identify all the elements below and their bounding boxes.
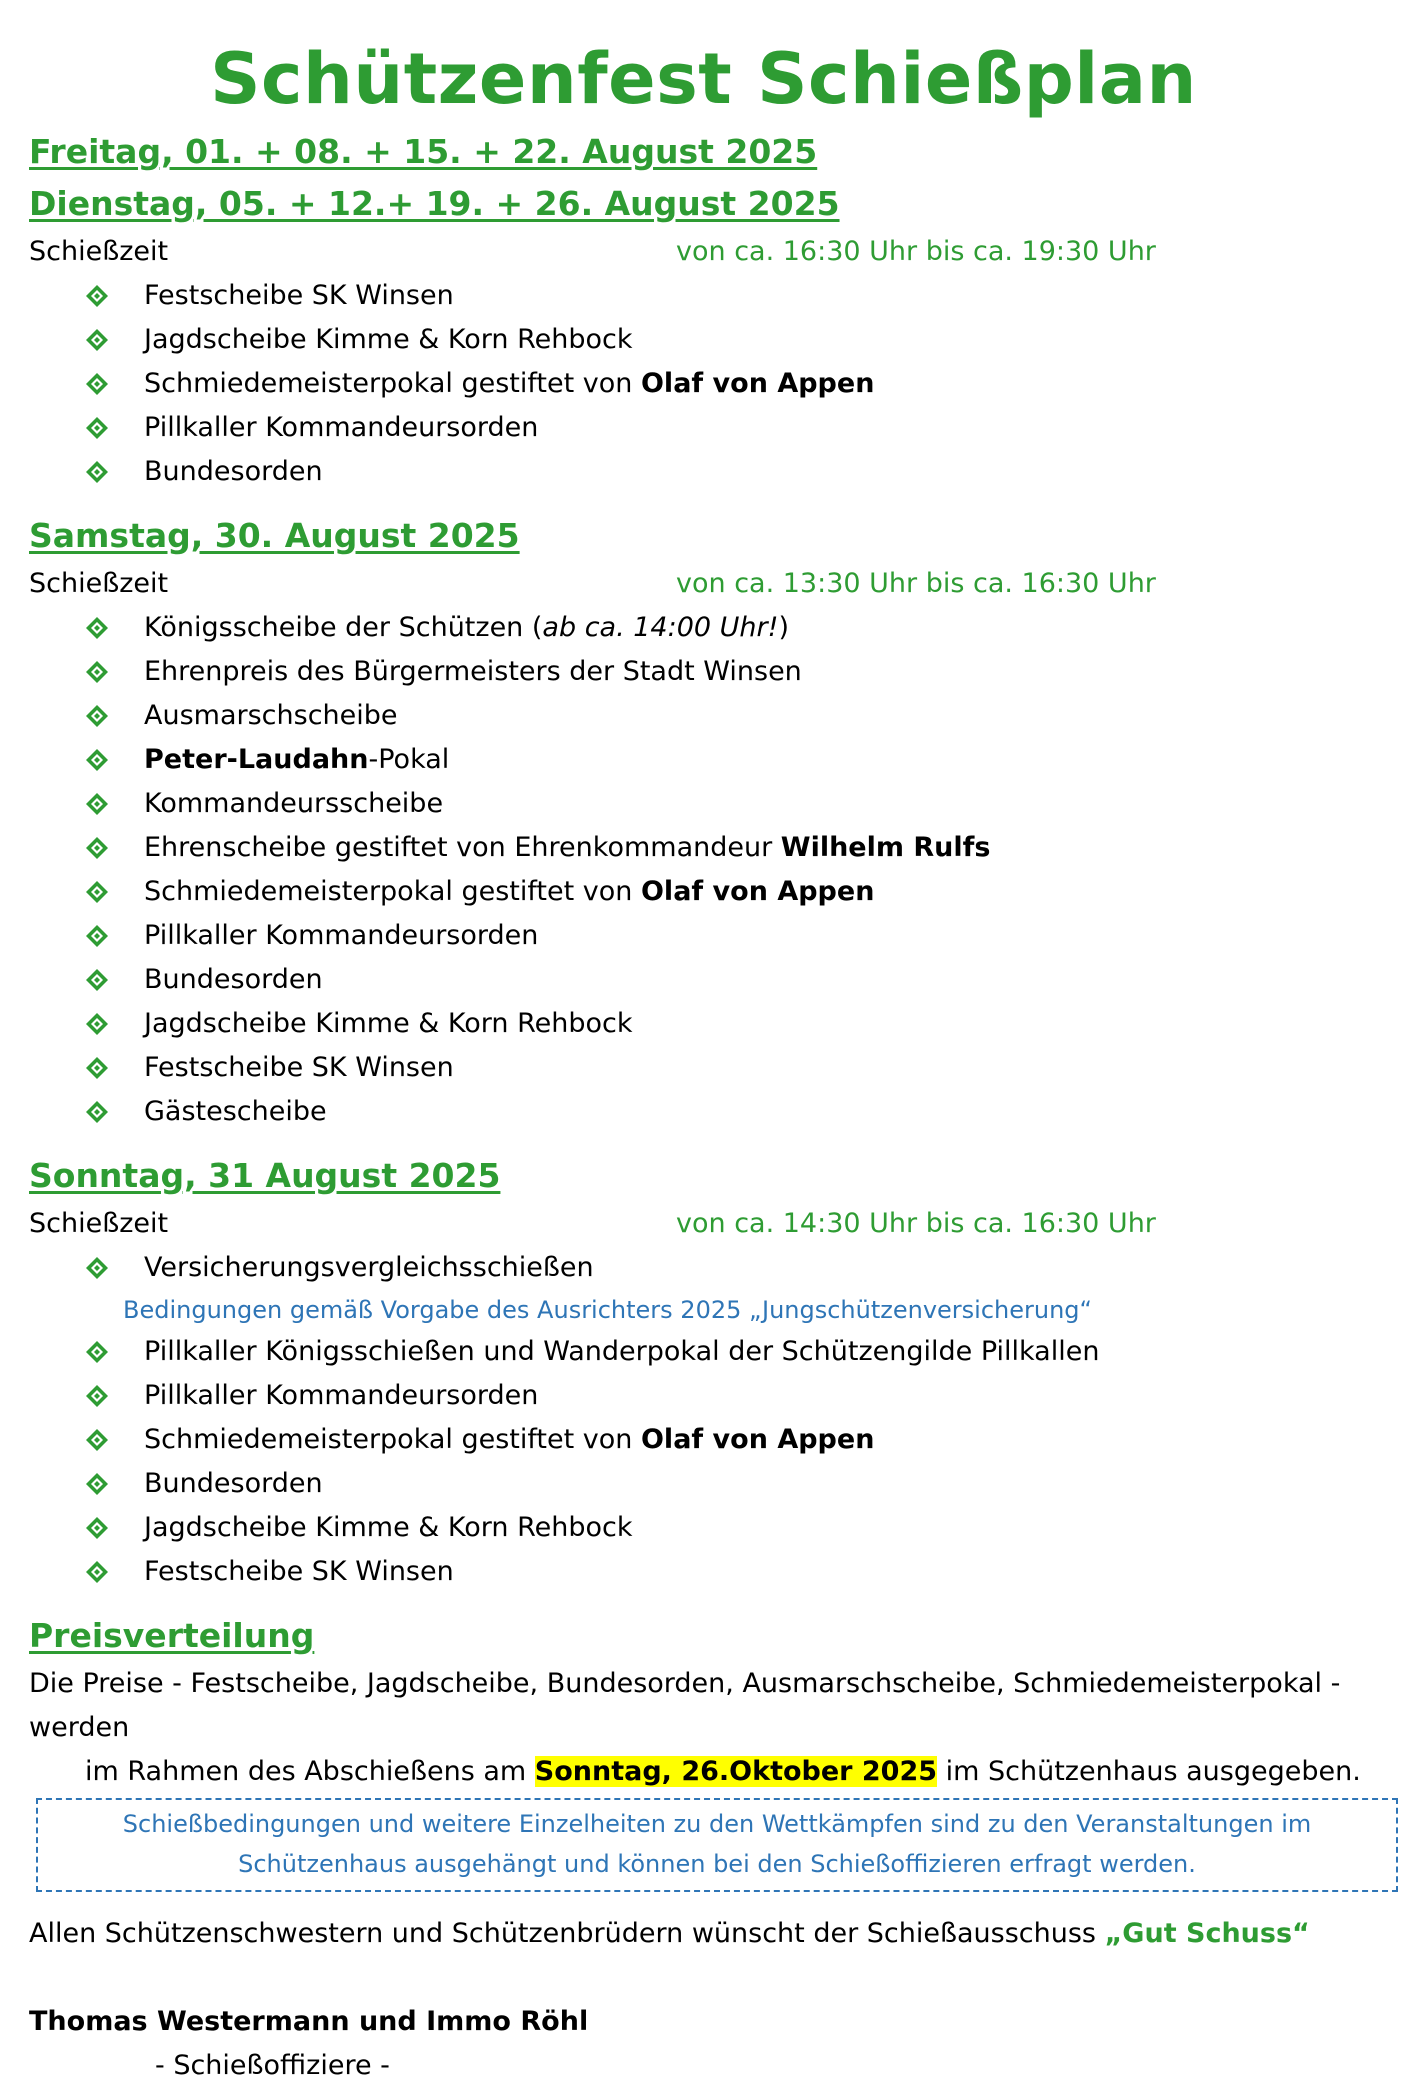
list-item: Peter-Laudahn-Pokal: [79, 738, 1378, 782]
heading-prize-giving: Preisverteilung: [29, 1616, 315, 1655]
list-item: Pillkaller Königsschießen und Wanderpokal der Schützengilde Pillkallen: [79, 1330, 1378, 1374]
section-sunday: [0, 1150, 1407, 1594]
page: [0, 36, 1407, 2084]
shooting-time-label: Schießzeit: [29, 568, 169, 599]
diamond-bullet-icon: [79, 460, 115, 484]
event-list: [29, 1246, 1378, 1290]
prize-line-2: im Rahmen des Abschießens am Sonntag, 26.Oktober 2025 im Schützenhaus ausgegeben.: [85, 1756, 1361, 1787]
list-item: Ehrenscheibe gestiftet von Ehrenkommandeur Wilhelm Rulfs: [79, 826, 1378, 870]
list-item: Ausmarschscheibe: [79, 694, 1378, 738]
info-box: [36, 1798, 1398, 1892]
diamond-bullet-icon: [79, 1472, 115, 1496]
list-item: Kommandeursscheibe: [79, 782, 1378, 826]
diamond-bullet-icon: [79, 284, 115, 308]
list-item: Bundesorden: [79, 1462, 1378, 1506]
event-list: [29, 1330, 1378, 1594]
diamond-bullet-icon: [79, 1012, 115, 1036]
diamond-bullet-icon: [79, 924, 115, 948]
info-box-line-1: Schießbedingungen und weitere Einzelheiten zu den Wettkämpfen sind zu den Veranstaltungen im: [122, 1810, 1312, 1838]
list-item: Ehrenpreis des Bürgermeisters der Stadt Winsen: [79, 650, 1378, 694]
diamond-bullet-icon: [79, 1340, 115, 1364]
diamond-bullet-icon: [79, 1056, 115, 1080]
info-box-line-2: Schützenhaus ausgehängt und können bei den Schießoffizieren erfragt werden.: [238, 1850, 1196, 1878]
heading-tuesday: Dienstag, 05. + 12.+ 19. + 26. August 2025: [29, 184, 840, 223]
diamond-bullet-icon: [79, 968, 115, 992]
insurance-note: Bedingungen gemäß Vorgabe des Ausrichters 2025 „Jungschützenversicherung“: [123, 1296, 1092, 1324]
diamond-bullet-icon: [79, 616, 115, 640]
signer-role: - Schießoffiziere -: [155, 2050, 390, 2081]
diamond-bullet-icon: [79, 1384, 115, 1408]
shooting-time-value: von ca. 16:30 Uhr bis ca. 19:30 Uhr: [676, 236, 1156, 267]
list-item: Pillkaller Kommandeursorden: [79, 406, 1378, 450]
list-item: Schmiedemeisterpokal gestiftet von Olaf von Appen: [79, 362, 1378, 406]
list-item: Versicherungsvergleichsschießen: [79, 1246, 1378, 1290]
diamond-bullet-icon: [79, 748, 115, 772]
diamond-bullet-icon: [79, 1428, 115, 1452]
list-item: Gästescheibe: [79, 1090, 1378, 1134]
diamond-bullet-icon: [79, 660, 115, 684]
section-saturday: [0, 510, 1407, 1134]
greeting: Allen Schützenschwestern und Schützenbrüdern wünscht der Schießausschuss „Gut Schuss“: [29, 1918, 1310, 1949]
diamond-bullet-icon: [79, 1560, 115, 1584]
list-item: Jagdscheibe Kimme & Korn Rehbock: [79, 1002, 1378, 1046]
shooting-time-row: [29, 230, 1378, 274]
prize-paragraph: [29, 1662, 1378, 1794]
list-item: Pillkaller Kommandeursorden: [79, 1374, 1378, 1418]
diamond-bullet-icon: [79, 1100, 115, 1124]
shooting-time-label: Schießzeit: [29, 1208, 169, 1239]
diamond-bullet-icon: [79, 1516, 115, 1540]
prize-date-highlight: Sonntag, 26.Oktober 2025: [534, 1756, 938, 1787]
diamond-bullet-icon: [79, 416, 115, 440]
diamond-bullet-icon: [79, 792, 115, 816]
diamond-bullet-icon: [79, 1256, 115, 1280]
event-list: [29, 606, 1378, 1134]
list-item: Bundesorden: [79, 450, 1378, 494]
list-item: Jagdscheibe Kimme & Korn Rehbock: [79, 1506, 1378, 1550]
list-item: Festscheibe SK Winsen: [79, 1550, 1378, 1594]
shooting-time-row: [29, 562, 1378, 606]
diamond-bullet-icon: [79, 704, 115, 728]
list-item: Festscheibe SK Winsen: [79, 1046, 1378, 1090]
diamond-bullet-icon: [79, 372, 115, 396]
list-item: Schmiedemeisterpokal gestiftet von Olaf von Appen: [79, 1418, 1378, 1462]
page-title: Schützenfest Schießplan: [210, 38, 1197, 120]
prize-line-1: Die Preise - Festscheibe, Jagdscheibe, Bundesorden, Ausmarschscheibe, Schmiedemeisterpokal - werden: [29, 1668, 1341, 1743]
section-closing: [0, 1912, 1407, 2088]
section-prize-giving: [0, 1610, 1407, 1794]
heading-friday: Freitag, 01. + 08. + 15. + 22. August 2025: [29, 132, 818, 171]
heading-saturday: Samstag, 30. August 2025: [29, 516, 520, 555]
section-weekdays: [0, 126, 1407, 494]
list-item: Schmiedemeisterpokal gestiftet von Olaf von Appen: [79, 870, 1378, 914]
shooting-time-row: [29, 1202, 1378, 1246]
diamond-bullet-icon: [79, 328, 115, 352]
event-list: [29, 274, 1378, 494]
greeting-gut-schuss: „Gut Schuss“: [1104, 1918, 1310, 1949]
signers: Thomas Westermann und Immo Röhl: [29, 2006, 589, 2037]
shooting-time-value: von ca. 13:30 Uhr bis ca. 16:30 Uhr: [676, 568, 1156, 599]
shooting-time-value: von ca. 14:30 Uhr bis ca. 16:30 Uhr: [676, 1208, 1156, 1239]
diamond-bullet-icon: [79, 880, 115, 904]
list-item: Bundesorden: [79, 958, 1378, 1002]
shooting-time-label: Schießzeit: [29, 236, 169, 267]
list-item: Festscheibe SK Winsen: [79, 274, 1378, 318]
list-item: Königsscheibe der Schützen (ab ca. 14:00 Uhr!): [79, 606, 1378, 650]
list-item: Pillkaller Kommandeursorden: [79, 914, 1378, 958]
list-item: Jagdscheibe Kimme & Korn Rehbock: [79, 318, 1378, 362]
diamond-bullet-icon: [79, 836, 115, 860]
heading-sunday: Sonntag, 31 August 2025: [29, 1156, 501, 1195]
